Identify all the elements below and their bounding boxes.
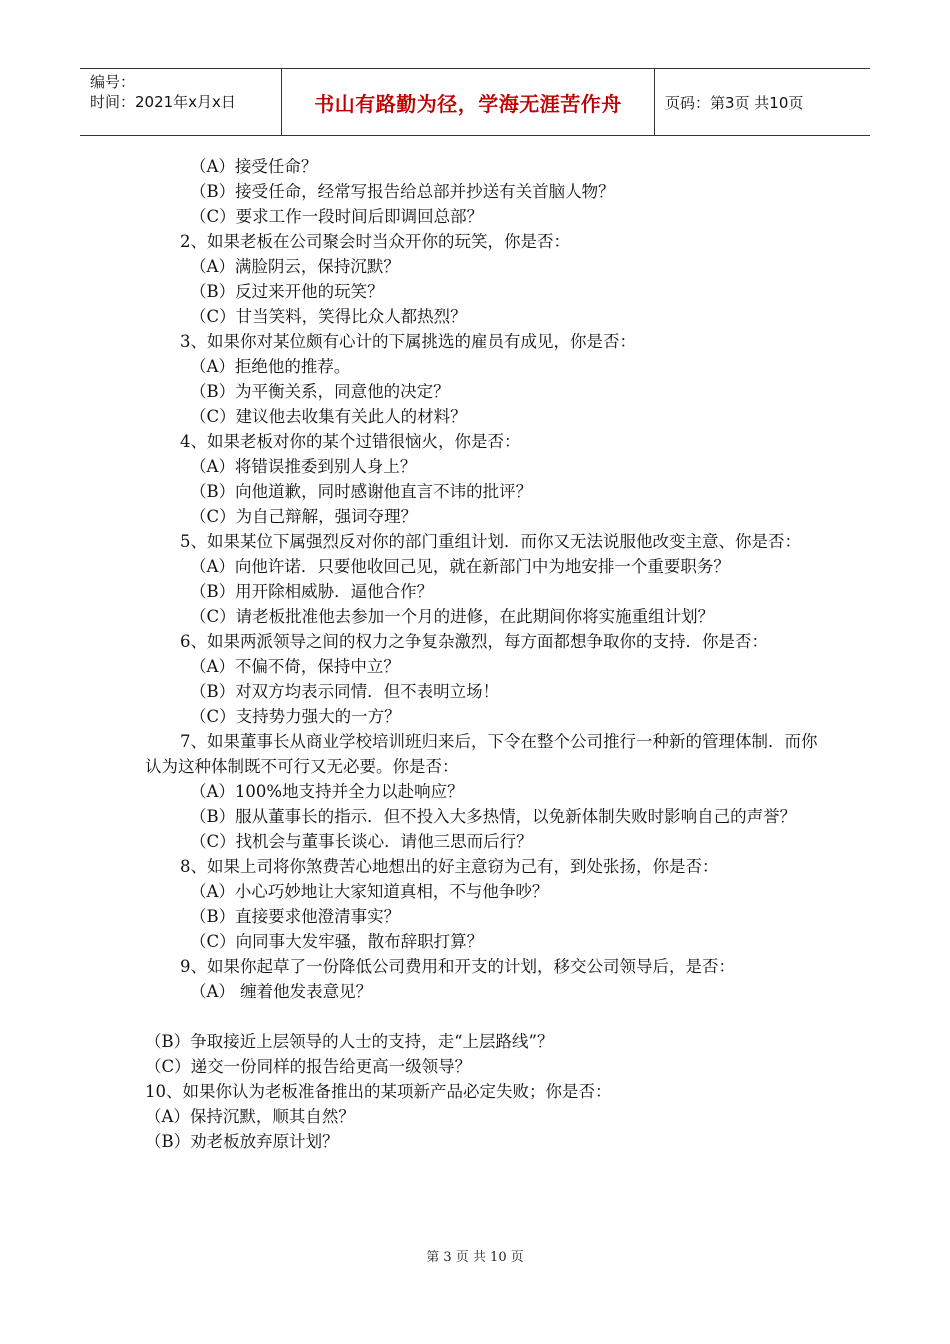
option-line: （B）接受任命，经常写报告给总部并抄送有关首脑人物？: [190, 182, 615, 201]
option-line: （A）拒绝他的推荐。: [190, 357, 351, 376]
option-line: （C）支持势力强大的一方？: [190, 707, 401, 726]
question-line: 3、如果你对某位颇有心计的下属挑选的雇员有成见，你是否：: [180, 332, 636, 351]
question-line: 2、如果老板在公司聚会时当众开你的玩笑，你是否：: [180, 232, 570, 251]
paragraph-gap: [145, 1004, 825, 1029]
option-line: （C）向同事大发牢骚，散布辞职打算？: [190, 932, 484, 951]
question-line: 5、如果某位下属强烈反对你的部门重组计划．而你又无法说服他改变主意、你是否：: [180, 532, 801, 551]
option-line: （B）用开除相威胁．逼他合作？: [190, 582, 434, 601]
page-footer: 第 3 页 共 10 页: [426, 1250, 524, 1265]
option-line: （C）请老板批准他去参加一个月的进修，在此期间你将实施重组计划？: [190, 607, 715, 626]
document-header: [80, 68, 870, 136]
option-line: （A）将错误推委到别人身上？: [190, 457, 417, 476]
option-line: （C）找机会与董事长谈心．请他三思而后行？: [190, 832, 533, 851]
question-line: 10、如果你认为老板准备推出的某项新产品必定失败；你是否：: [145, 1082, 612, 1101]
question-line: 9、如果你起草了一份降低公司费用和开支的计划，移交公司领导后，是否：: [180, 957, 735, 976]
question-line: 8、如果上司将你煞费苦心地想出的好主意窃为己有，到处张扬，你是否：: [180, 857, 719, 876]
option-line: （B）服从董事长的指示．但不投入大多热情，以免新体制失败时影响自己的声誉？: [190, 807, 797, 826]
question-line: 4、如果老板对你的某个过错很恼火，你是否：: [180, 432, 521, 451]
option-line: （B）劝老板放弃原计划？: [145, 1132, 339, 1151]
option-line: （A）接受任命？: [190, 157, 318, 176]
option-line: （A）100%地支持并全力以赴响应？: [190, 782, 464, 801]
option-line: （B）为平衡关系，同意他的决定？: [190, 382, 450, 401]
document-number-label: 编号：: [90, 73, 136, 91]
header-left-cell: [80, 69, 282, 135]
option-line: （B）向他道歉，同时感谢他直言不讳的批评？: [190, 482, 533, 501]
option-line: （C）为自己辩解，强词夺理？: [190, 507, 418, 526]
option-line: （C）递交一份同样的报告给更高一级领导？: [145, 1057, 472, 1076]
document-body: [145, 154, 825, 1154]
option-line: （A）保持沉默，顺其自然？: [145, 1107, 355, 1126]
option-line: （A）满脸阴云，保持沉默？: [190, 257, 400, 276]
question-line: 6、如果两派领导之间的权力之争复杂激烈，每方面都想争取你的支持．你是否：: [180, 632, 768, 651]
option-line: （B）争取接近上层领导的人士的支持，走“上层路线”？: [145, 1032, 554, 1051]
option-line: （C）要求工作一段时间后即调回总部？: [190, 207, 484, 226]
option-line: （C）甘当笑料，笑得比众人都热烈？: [190, 307, 467, 326]
option-line: （A）向他许诺．只要他收回己见，就在新部门中为地安排一个重要职务？: [190, 557, 730, 576]
option-line: （B）反过来开他的玩笑？: [190, 282, 384, 301]
header-motto: 书山有路勤为径，学海无涯苦作舟: [282, 69, 655, 135]
document-date-label: 时间：2021年x月x日: [90, 93, 236, 111]
option-line: （B）直接要求他澄清事实？: [190, 907, 401, 926]
option-line: （A）不偏不倚，保持中立？: [190, 657, 400, 676]
option-line: （A） 缠着他发表意见？: [190, 982, 373, 1001]
option-line: （A）小心巧妙地让大家知道真相，不与他争吵？: [190, 882, 549, 901]
question-line: 7、如果董事长从商业学校培训班归来后，下令在整个公司推行一种新的管理体制．而你认为这种体制既不可行又无必要。你是否：: [145, 732, 818, 776]
option-line: （B）对双方均表示同情．但不表明立场！: [190, 682, 500, 701]
header-page-info: 页码：第3页 共10页: [665, 93, 804, 112]
option-line: （C）建议他去收集有关此人的材料？: [190, 407, 467, 426]
